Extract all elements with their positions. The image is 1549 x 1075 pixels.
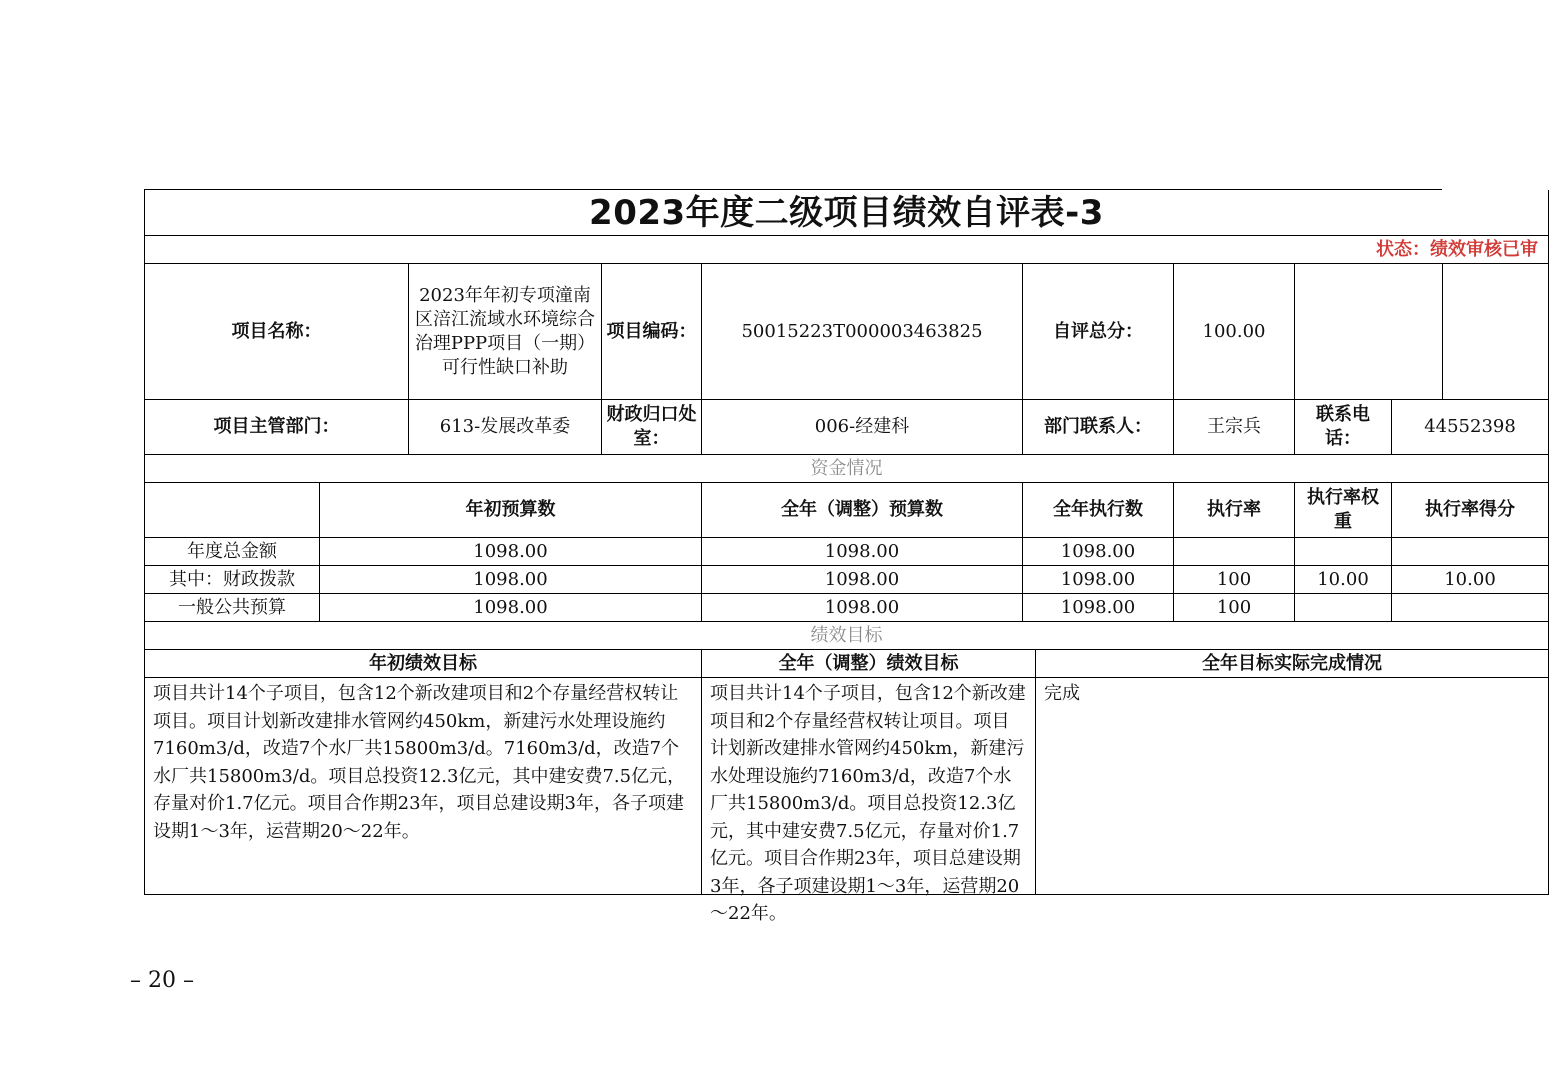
funds-header-adjusted: 全年（调整）预算数 [702,483,1023,538]
table-cell: 1098.00 [702,594,1023,622]
score-value: 100.00 [1174,264,1295,400]
table-title: 2023年度二级项目绩效自评表-3 [145,190,1549,236]
page-number: – 20 – [130,968,194,993]
finance-office-value: 006-经建科 [702,400,1023,455]
project-code-label: 项目编码： [602,264,702,400]
table-cell [1295,594,1392,622]
table-cell: 1098.00 [320,538,702,566]
table-cell: 1098.00 [702,538,1023,566]
status-badge: 状态：绩效审核已审 [145,236,1549,264]
dept-value: 613-发展改革委 [409,400,602,455]
table-cell: 1098.00 [1023,566,1174,594]
funds-header-initial: 年初预算数 [320,483,702,538]
empty-header-cell [145,483,320,538]
funds-header-rate: 执行率 [1174,483,1295,538]
table-row-label: 年度总金额 [145,538,320,566]
performance-table [144,189,1538,924]
score-label: 自评总分： [1023,264,1174,400]
table-cell: 1098.00 [702,566,1023,594]
table-cell: 100 [1174,566,1295,594]
table-cell [1295,538,1392,566]
table-cell [1392,538,1549,566]
goals-section-title: 绩效目标 [145,622,1549,650]
goals-header-adjusted: 全年（调整）绩效目标 [702,650,1036,678]
table-cell: 10.00 [1392,566,1549,594]
funds-section-title: 资金情况 [145,455,1549,483]
table-cell: 1098.00 [320,594,702,622]
funds-header-executed: 全年执行数 [1023,483,1174,538]
contact-label: 部门联系人： [1023,400,1174,455]
project-code-value: 50015223T000003463825 [702,264,1023,400]
goals-header-actual: 全年目标实际完成情况 [1036,650,1549,678]
table-cell: 10.00 [1295,566,1392,594]
project-name-label: 项目名称： [145,264,409,400]
finance-office-label: 财政归口处室： [602,400,702,455]
table-row-label: 其中：财政拨款 [145,566,320,594]
table-cell [1174,538,1295,566]
table-cell: 1098.00 [1023,594,1174,622]
contact-value: 王宗兵 [1174,400,1295,455]
empty-cell [1443,264,1549,400]
table-cell: 1098.00 [320,566,702,594]
table-cell: 1098.00 [1023,538,1174,566]
table-row-label: 一般公共预算 [145,594,320,622]
funds-header-score: 执行率得分 [1392,483,1549,538]
adjusted-goal-text: 项目共计14个子项目，包含12个新改建项目和2个存量经营权转让项目。项目计划新改建排水管网约450km，新建污水处理设施约7160m3/d，改造7个水厂共15800m3/d。项目总投资12.3亿元，其中建安费7.5亿元，存量对价1.7亿元。项目合作期23年，项目总建设期3年，各子项建设期1～3年，运营期20～22年。 [702,678,1036,895]
goals-header-initial: 年初绩效目标 [145,650,702,678]
empty-cell [1295,264,1443,400]
project-name-value: 2023年年初专项潼南区涪江流域水环境综合治理PPP项目（一期）可行性缺口补助 [409,264,602,400]
actual-completion-text: 完成 [1036,678,1549,895]
phone-value: 44552398 [1392,400,1549,455]
initial-goal-text: 项目共计14个子项目，包含12个新改建项目和2个存量经营权转让项目。项目计划新改建排水管网约450km，新建污水处理设施约7160m3/d，改造7个水厂共15800m3/d。7160m3/d，改造7个水厂共15800m3/d。项目总投资12.3亿元，其中建安费7.5亿元，存量对价1.7亿元。项目合作期23年，项目总建设期3年，各子项建设期1～3年，运营期20～22年。 [145,678,702,895]
table-cell: 100 [1174,594,1295,622]
dept-label: 项目主管部门： [145,400,409,455]
phone-label: 联系电话： [1295,400,1392,455]
table-cell [1392,594,1549,622]
funds-header-weight: 执行率权重 [1295,483,1392,538]
